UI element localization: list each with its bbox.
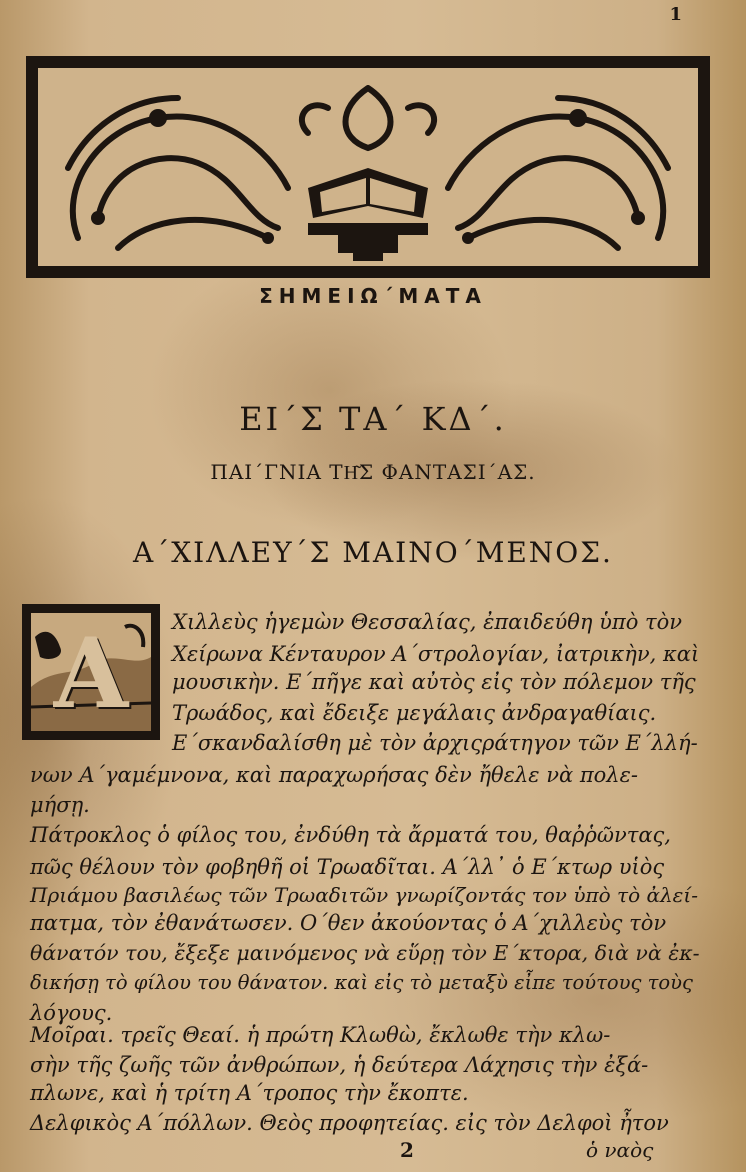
text-line: δικήσῃ τὸ φίλου του θάνατον. καὶ εἰς τὸ μεταξὺ εἶπε τούτους τοὺς (30, 971, 693, 994)
text-line: πλωνε, καὶ ἡ τρίτη Α΄τροπος τὴν ἔκοπτε. (30, 1081, 469, 1105)
section-heading: Α΄ΧΙΛΛΕΥ΄Σ ΜΑΙΝΟ΄ΜΕΝΟΣ. (133, 536, 613, 569)
text-line: Χιλλεὺς ἡγεμὼν Θεσσαλίας, ἐπαιδεύθη ὑπὸ τὸν (172, 610, 683, 634)
decorated-initial (22, 604, 160, 740)
text-line: Ε΄σκανδαλίσθη μὲ τὸν ἀρχιςράτηγον τῶν Ε΄λλή- (172, 731, 698, 755)
text-line: Τρωάδος, καὶ ἔδειξε μεγάλαις ἀνδραγαθίαις. (172, 701, 657, 725)
text-line: Χείρωνα Κένταυρον Α΄στρολογίαν, ἰατρικὴν, καὶ (172, 642, 700, 666)
ornamental-headpiece (26, 56, 710, 278)
subtitle-secondary: ΠΑΙ΄ΓΝΙΑ ΤΗ͂Σ ΦΑΝΤΑΣΙ΄ΑΣ. (210, 460, 536, 484)
text-line: μήσῃ. (30, 793, 90, 817)
text-line: σὴν τῆς ζωῆς τῶν ἀνθρώπων, ἡ δεύτερα Λάχησις τὴν ἐξά- (30, 1053, 649, 1077)
page-number-top: 1 (669, 4, 682, 25)
text-line: μουσικὴν. Ε΄πῆγε καὶ αὐτὸς εἰς τὸν πόλεμον τῆς (172, 670, 696, 694)
text-line: πῶς θέλουν τὸν φοβηθῆ οἱ Τρωαδῖται. Α΄λλ᾽ ὁ Ε΄κτωρ υἱὸς (30, 855, 665, 879)
text-line: Δελφικὸς Α΄πόλλων. Θεὸς προφητείας. εἰς τὸν Δελφοὶ ἦτον (30, 1111, 669, 1135)
text-line: Πάτροκλος ὁ φίλος του, ἐνδύθη τὰ ἄρματά του, θαῤῥῶντας, (30, 823, 671, 847)
text-line: θάνατόν του, ἔξεξε μαινόμενος νὰ εὕρῃ τὸν Ε΄κτορα, διὰ νὰ ἐκ- (30, 941, 700, 965)
text-line: νων Α΄γαμέμνονα, καὶ παραχωρήσας δὲν ἤθελε νὰ πολε- (30, 763, 638, 787)
text-line: Πριάμου βασιλέως τῶν Τρωαδιτῶν γνωρίζοντάς τον ὑπὸ τὸ ἀλεί- (30, 883, 698, 907)
text-line: λόγους. (30, 1001, 113, 1025)
floral-ornament-icon (38, 68, 698, 266)
text-line: πατμα, τὸν ἐθανάτωσεν. Ο΄θεν ἀκούοντας ὁ Α΄χιλλεὺς τὸν (30, 911, 667, 935)
subtitle-primary: ΕΙ΄Σ ΤΑ΄ ΚΔ΄. (239, 400, 507, 438)
catchword: ὁ ναὸς (586, 1138, 654, 1162)
drop-letter: A (53, 617, 129, 730)
page-number-bottom: 2 (400, 1138, 414, 1162)
text-line: Μοῖραι. τρεῖς Θεαί. ἡ πρώτη Κλωθὼ, ἔκλωθε τὴν κλω- (30, 1023, 611, 1047)
page-title: ΣΗΜΕΙΩ΄ΜΑΤΑ (259, 284, 487, 308)
